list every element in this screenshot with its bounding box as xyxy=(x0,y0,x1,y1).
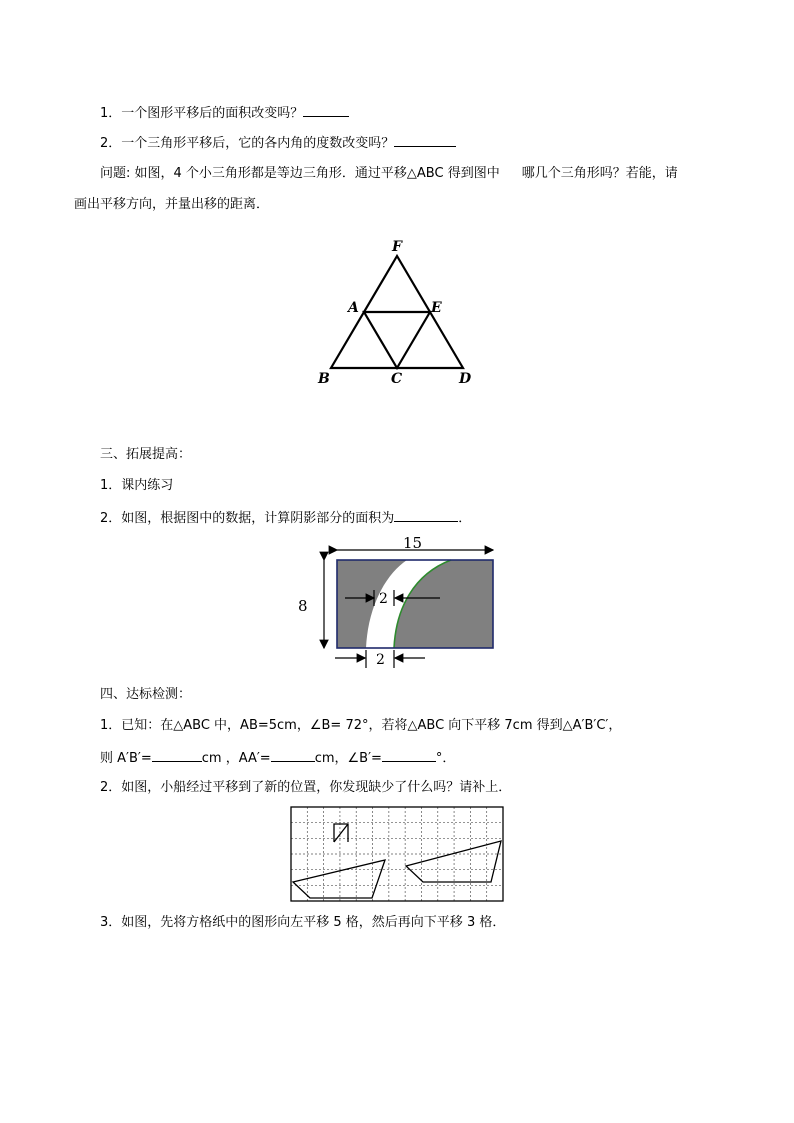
section-3-item-1-text: 1．课内练习 xyxy=(100,478,174,493)
answer-blank[interactable] xyxy=(394,133,456,147)
problem-text-b: 哪几个三角形吗？若能，请 xyxy=(521,166,678,181)
question-2 xyxy=(100,133,456,153)
section-4-q1-text: 1．已知：在△ABC 中，AB=5cm，∠B= 72°，若将△ABC 向下平移 7cm 得到△A′B′C′， xyxy=(100,718,622,733)
answer-blank[interactable] xyxy=(382,748,436,762)
shaded-region-right xyxy=(394,560,493,648)
answer-blank[interactable] xyxy=(394,508,458,522)
label-D: D xyxy=(459,371,472,387)
problem-text-a: 问题: 如图，4 个小三角形都是等边三角形．通过平移△ABC 得到图中 xyxy=(100,166,500,181)
q1-part-b: cm ，AA′= xyxy=(201,751,271,766)
label-A: A xyxy=(348,300,359,316)
q1-part-c: cm，∠B′= xyxy=(314,751,382,766)
question-1-text: 1．一个图形平移后的面积改变吗？ xyxy=(100,106,304,121)
question-2-text: 2．一个三角形平移后，它的各内角的度数改变吗？ xyxy=(100,136,395,151)
section-4-q2-text: 2．如图，小船经过平移到了新的位置，你发现缺少了什么吗？请补上． xyxy=(100,780,512,795)
section-3-item-1 xyxy=(100,477,173,495)
answer-blank[interactable] xyxy=(271,748,315,762)
problem-text-2: 画出平移方向，并量出移的距离． xyxy=(74,197,270,212)
inner-triangle xyxy=(364,312,430,368)
section-4-q3 xyxy=(100,914,505,932)
height-label: 8 xyxy=(298,597,308,615)
gap-label-bottom: 2 xyxy=(376,652,385,668)
section-4-heading-text: 四、达标检测： xyxy=(100,687,192,702)
shaded-area-figure xyxy=(290,530,510,675)
problem-line-1 xyxy=(100,165,678,183)
label-C: C xyxy=(391,371,403,387)
section-3-heading xyxy=(100,446,191,464)
grid-lines xyxy=(291,807,503,901)
gap-label-top: 2 xyxy=(379,591,388,607)
section-3-item-2-text: 2．如图，根据图中的数据，计算阴影部分的面积为 xyxy=(100,511,395,526)
answer-blank[interactable] xyxy=(303,103,349,117)
label-E: E xyxy=(431,300,442,316)
label-B: B xyxy=(318,371,330,387)
problem-line-2 xyxy=(74,196,269,214)
section-3-item-2-end: ． xyxy=(458,511,472,526)
section-4-q3-text: 3．如图，先将方格纸中的图形向左平移 5 格，然后再向下平移 3 格． xyxy=(100,915,506,930)
question-1 xyxy=(100,103,349,123)
answer-blank[interactable] xyxy=(152,748,202,762)
section-4-q2 xyxy=(100,779,511,797)
q1-part-a: 则 A′B′= xyxy=(100,751,152,766)
boat-grid-figure xyxy=(290,806,504,902)
section-4-heading xyxy=(100,686,191,704)
section-4-q1-line2 xyxy=(100,748,455,768)
width-label: 15 xyxy=(403,534,423,552)
equilateral-triangle-figure xyxy=(310,232,490,392)
section-3-heading-text: 三、拓展提高： xyxy=(100,447,192,462)
boat-original xyxy=(293,824,385,898)
q1-part-d: °． xyxy=(435,751,456,766)
section-4-q1-line1 xyxy=(100,717,621,735)
section-3-item-2 xyxy=(100,508,471,528)
label-F: F xyxy=(392,239,402,255)
